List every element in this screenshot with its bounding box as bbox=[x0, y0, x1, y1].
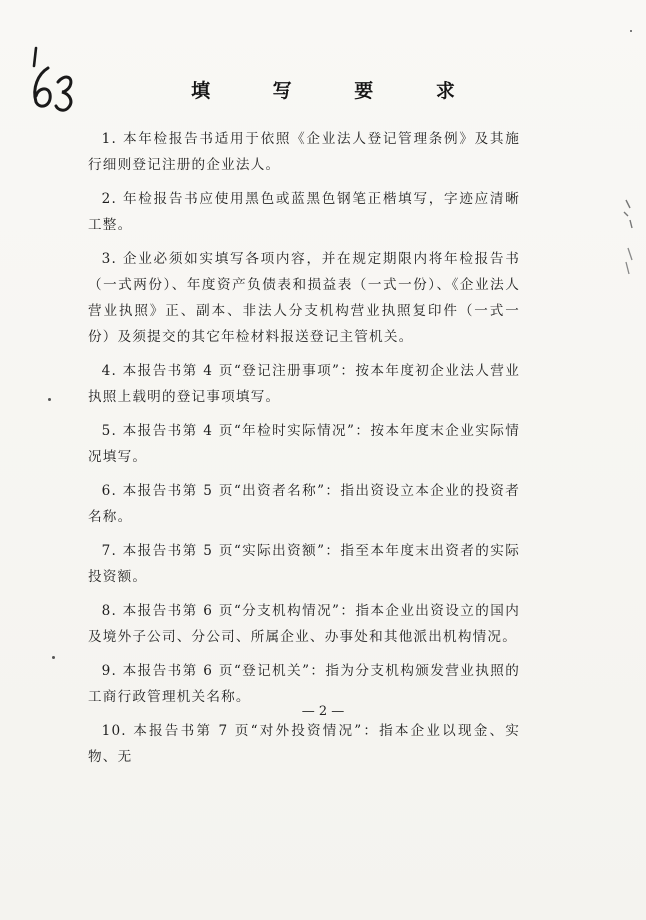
instruction-paragraph: 6. 本报告书第 5 页“出资者名称”：指出资设立本企业的投资者名称。 bbox=[88, 483, 520, 525]
instruction-paragraph: 9. 本报告书第 6 页“登记机关”：指为分支机构颁发营业执照的工商行政管理机关名称。 bbox=[88, 663, 520, 705]
page-number: — 2 — bbox=[301, 704, 345, 719]
scan-speck bbox=[52, 656, 55, 659]
instructions-body bbox=[88, 126, 520, 778]
scan-speck bbox=[630, 30, 632, 32]
instruction-paragraph: 2. 年检报告书应使用黑色或蓝黑色钢笔正楷填写，字迹应清晰工整。 bbox=[88, 191, 520, 233]
scan-edge-marks bbox=[620, 198, 638, 278]
instruction-paragraph: 5. 本报告书第 4 页“年检时实际情况”：按本年度末企业实际情况填写。 bbox=[88, 423, 520, 465]
page-title: 填 写 要 求 bbox=[191, 80, 483, 102]
scan-speck bbox=[48, 398, 51, 401]
instruction-paragraph: 3. 企业必须如实填写各项内容，并在规定期限内将年检报告书（一式两份）、年度资产负债表和损益表（一式一份）、《企业法人营业执照》正、副本、非法人分支机构营业执照复印件（一式一份）及须提交的其它年检材料报送登记主管机关。 bbox=[88, 251, 520, 345]
instruction-paragraph: 8. 本报告书第 6 页“分支机构情况”：指本企业出资设立的国内及境外子公司、分公司、所属企业、办事处和其他派出机构情况。 bbox=[88, 603, 520, 645]
instruction-paragraph: 1. 本年检报告书适用于依照《企业法人登记管理条例》及其施行细则登记注册的企业法人。 bbox=[88, 131, 520, 173]
instruction-paragraph: 7. 本报告书第 5 页“实际出资额”：指至本年度末出资者的实际投资额。 bbox=[88, 543, 520, 585]
instruction-paragraph: 4. 本报告书第 4 页“登记注册事项”：按本年度初企业法人营业执照上载明的登记事项填写。 bbox=[88, 363, 520, 405]
instruction-paragraph: 10. 本报告书第 7 页“对外投资情况”：指本企业以现金、实物、无 bbox=[88, 723, 520, 765]
